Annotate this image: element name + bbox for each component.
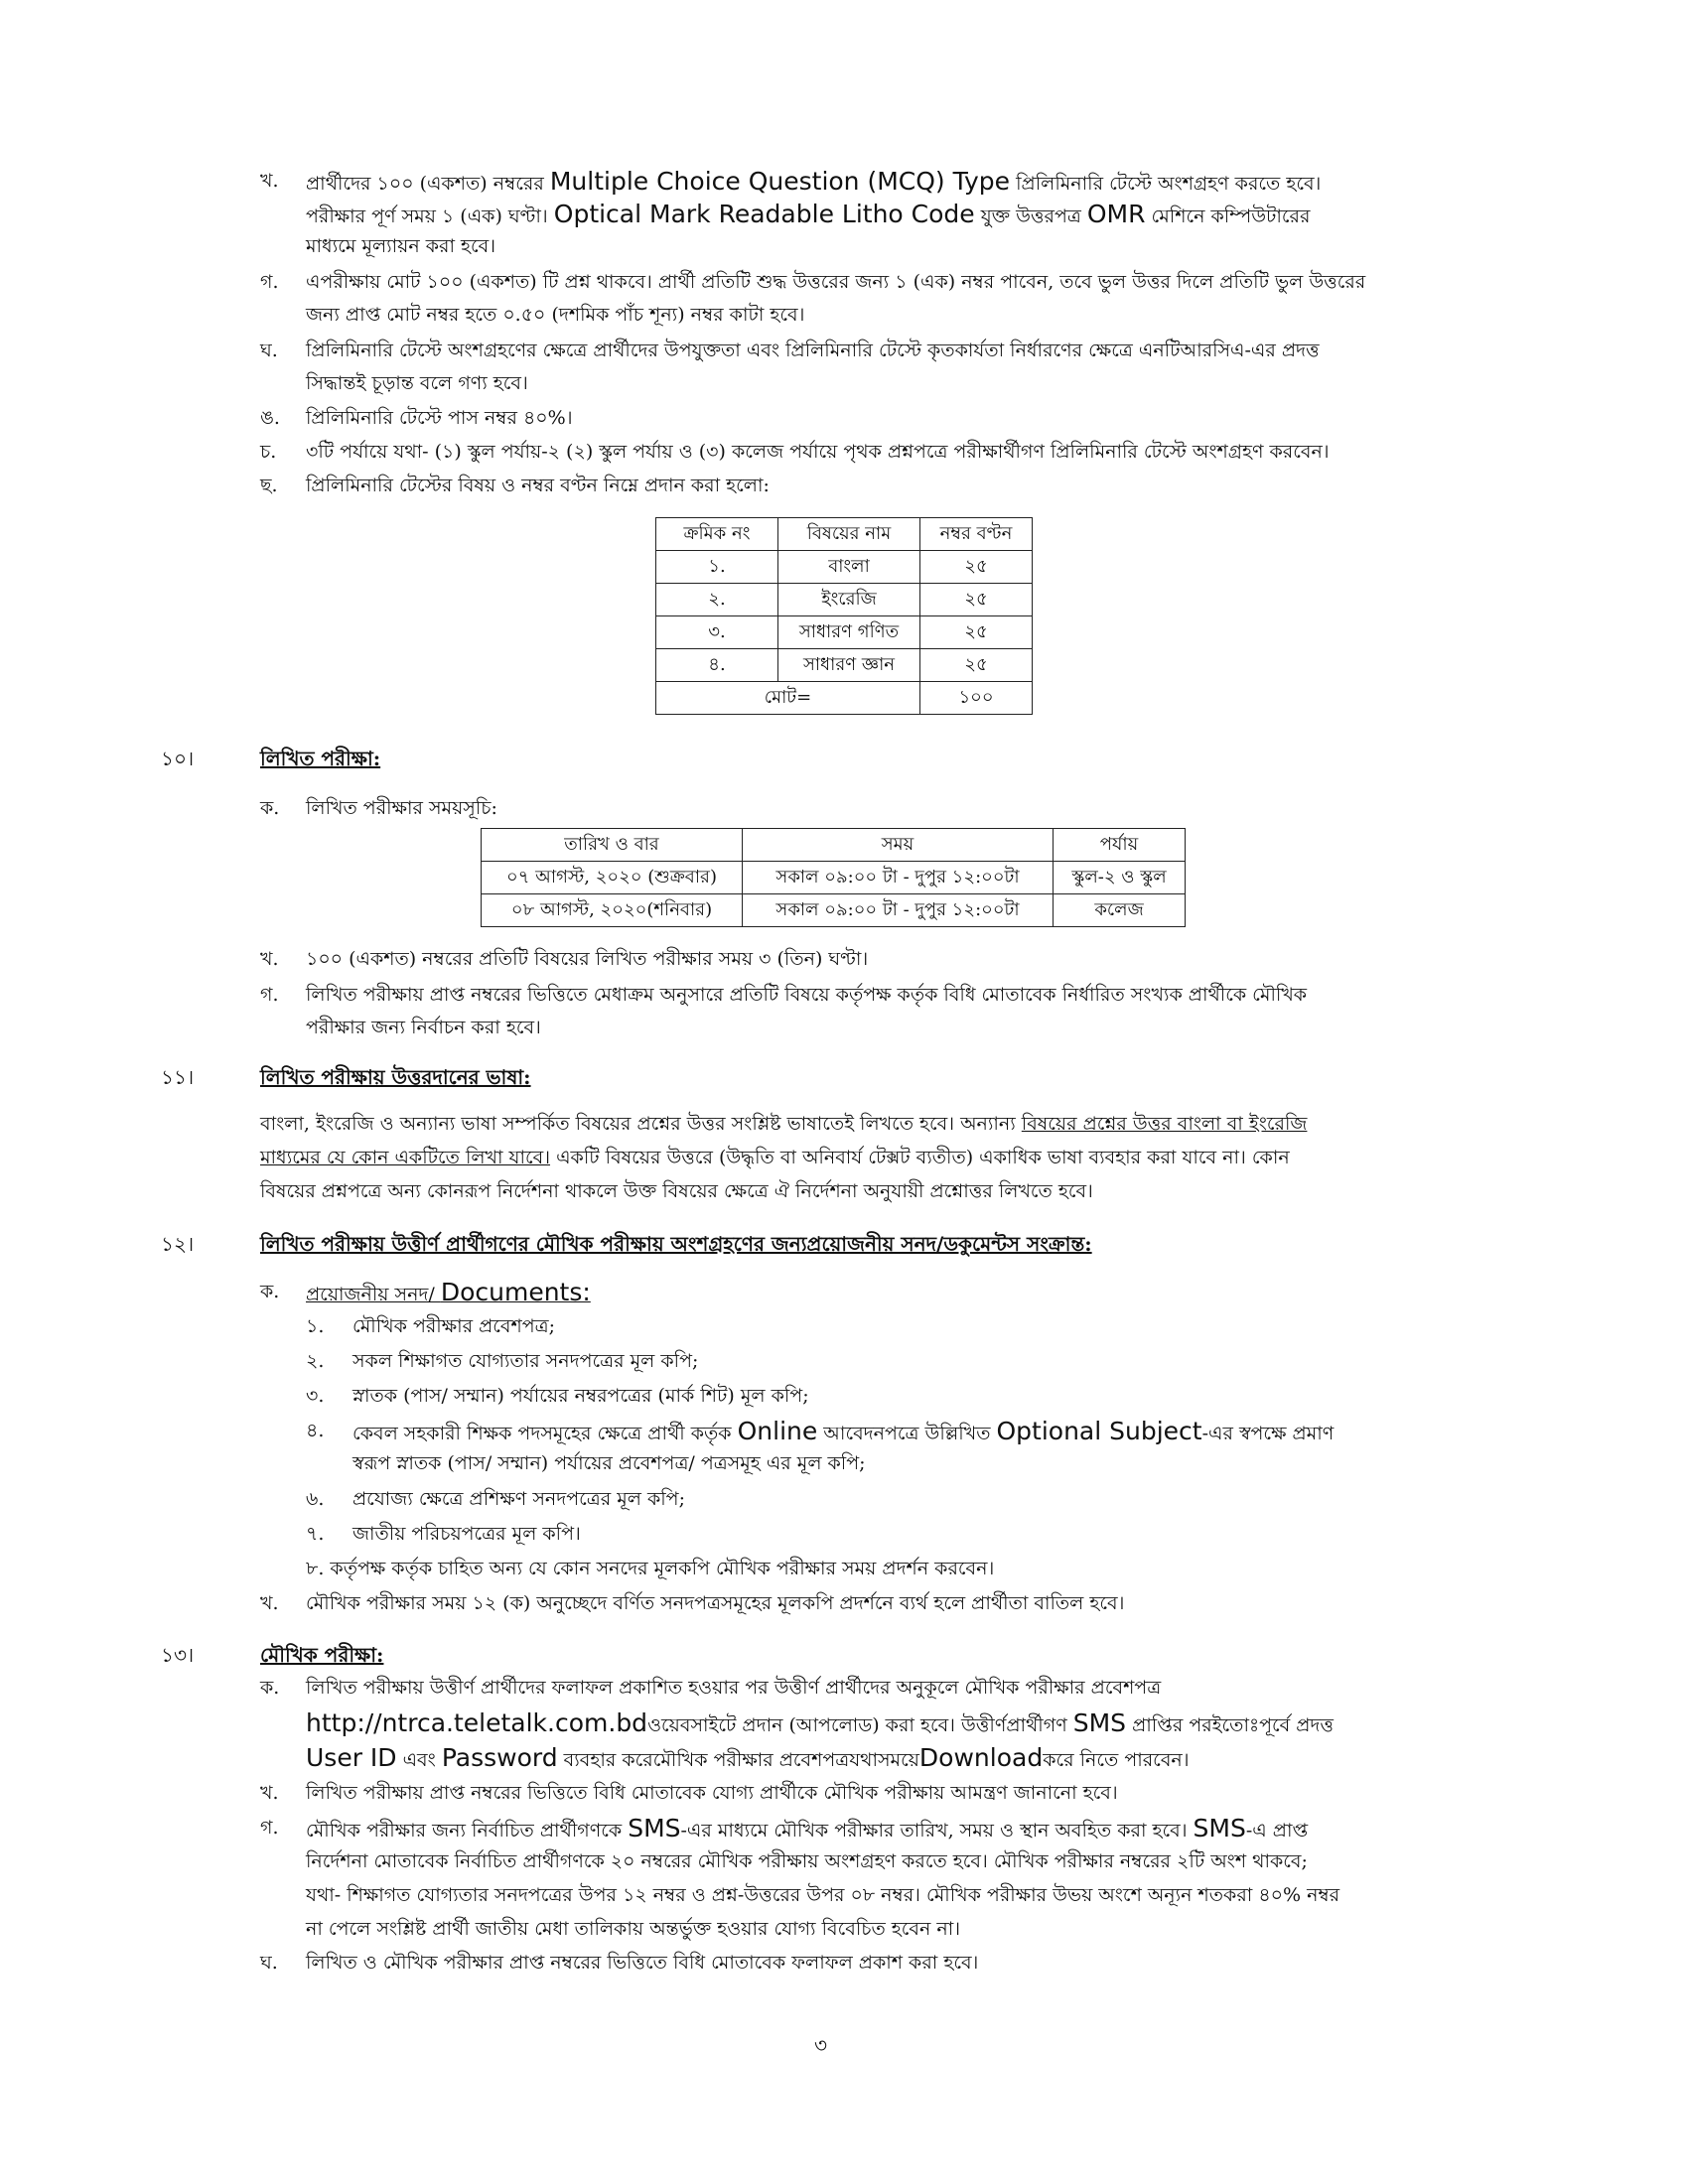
section-number: ১২। — [161, 1232, 195, 1256]
s10-ka-line: লিখিত পরীক্ষার সময়সূচি: — [306, 797, 497, 819]
item-label: ক. — [260, 1677, 280, 1699]
table-cell: ০৭ আগস্ট, ২০২০ (শুক্রবার) — [482, 862, 743, 894]
list-number: ৪. — [306, 1420, 325, 1441]
list-item: কেবল সহকারী শিক্ষক পদসমূহের ক্ষেত্রে প্রার্থী কর্তৃক Online আবেদনপত্রে উল্লিখিত Optional Subject-এর স্বপক্ষে প্রমাণ — [352, 1417, 1335, 1445]
s11-line1: বাংলা, ইংরেজি ও অন্যান্য ভাষা সম্পর্কিত বিষয়ের প্রশ্নের উত্তর সংশ্লিষ্ট ভাষাতেই লিখতে হবে। অন্যান্য বিষয়ের প্রশ্নের উত্তর বাংলা বা ইংরেজি — [260, 1113, 1308, 1135]
written-exam-schedule-table — [481, 828, 1186, 927]
prelim-kha-line2: পরীক্ষার পূর্ণ সময় ১ (এক) ঘণ্টা। Optical Mark Readable Litho Code যুক্ত উত্তরপত্র OMR মেশিনে কম্পিউটারের — [306, 200, 1311, 228]
list-item-continuation: স্বরূপ স্নাতক (পাস/ সম্মান) পর্যায়ের প্রবেশপত্র/ পত্রসমূহ এর মূল কপি; — [352, 1452, 866, 1474]
table-cell: ২৫ — [920, 584, 1033, 616]
subject-marks-table — [655, 517, 1033, 715]
item-label: গ. — [260, 984, 279, 1006]
table-header-row — [482, 829, 1186, 862]
s11-line2: মাধ্যমের যে কোন একটিতে লিখা যাবে। একটি বিষয়ের উত্তরে (উদ্ধৃতি বা অনিবার্য টেক্সট ব্যতীত) একাধিক ভাষা ব্যবহার করা যাবে না। কোন — [260, 1147, 1290, 1168]
s10-ga-line2: পরীক্ষার জন্য নির্বাচন করা হবে। — [306, 1017, 541, 1038]
s12-kha-line: মৌখিক পরীক্ষার সময় ১২ (ক) অনুচ্ছেদে বর্ণিত সনদপত্রসমূহের মূলকপি প্রদর্শনে ব্যর্থ হলে প্রার্থীতা বাতিল হবে। — [306, 1592, 1125, 1614]
prelim-cha-line1: ৩টি পর্যায়ে যথা- (১) স্কুল পর্যায়-২ (২) স্কুল পর্যায় ও (৩) কলেজ পর্যায়ে পৃথক প্রশ্নপত্রে পরীক্ষার্থীগণ প্রিলিমিনারি টেস্টে অংশগ্রহণ করবেন। — [306, 441, 1330, 463]
table-row — [482, 862, 1186, 894]
table-cell: সকাল ০৯:০০ টা - দুপুর ১২:০০টা — [743, 894, 1054, 927]
table-row — [482, 894, 1186, 927]
prelim-chha-line1: প্রিলিমিনারি টেস্টের বিষয় ও নম্বর বণ্টন নিম্নে প্রদান করা হলো: — [306, 475, 770, 496]
item-label: ঘ. — [260, 340, 278, 361]
s13-ga-line3: যথা- শিক্ষাগত যোগ্যতার সনদপত্রের উপর ১২ নম্বর ও প্রশ্ন-উত্তরের উপর ০৮ নম্বর। মৌখিক পরীক্ষার উভয় অংশে অন্যূন শতকরা ৪০% নম্বর — [306, 1884, 1340, 1906]
item-label: ঘ. — [260, 1952, 278, 1974]
table-header-cell: সময় — [743, 829, 1054, 862]
list-number: ২. — [306, 1350, 325, 1372]
item-label: ক. — [260, 1281, 280, 1302]
table-cell: ৪. — [656, 649, 778, 682]
section-number: ১০। — [161, 747, 195, 770]
item-label: গ. — [260, 271, 279, 293]
table-cell: ২৫ — [920, 649, 1033, 682]
section-title: মৌখিক পরীক্ষা: — [260, 1643, 384, 1667]
s11-line3: বিষয়ের প্রশ্নপত্রে অন্য কোনরূপ নির্দেশনা থাকলে উক্ত বিষয়ের ক্ষেত্রে ঐ নির্দেশনা অনুযায়ী প্রশ্নোত্তর লিখতে হবে। — [260, 1180, 1093, 1202]
s13-ka-line2: http://ntrca.teletalk.com.bdওয়েবসাইটে প্রদান (আপলোড) করা হবে। উত্তীর্ণপ্রার্থীগণ SMS প্রাপ্তির পরইতোঃপূর্বে প্রদত্ত — [306, 1708, 1334, 1737]
table-cell: সাধারণ জ্ঞান — [778, 649, 920, 682]
item-label: ক. — [260, 797, 280, 819]
section-number: ১৩। — [161, 1643, 195, 1667]
table-cell: কলেজ — [1054, 894, 1186, 927]
s13-ga-line4: না পেলে সংশ্লিষ্ট প্রার্থী জাতীয় মেধা তালিকায় অন্তর্ভুক্ত হওয়ার যোগ্য বিবেচিত হবেন না। — [306, 1918, 961, 1940]
item-label: ঙ. — [260, 407, 280, 429]
list-number: ৩. — [306, 1385, 325, 1407]
table-row — [656, 649, 1033, 682]
prelim-gha-line2: সিদ্ধান্তই চূড়ান্ত বলে গণ্য হবে। — [306, 372, 528, 394]
table-cell: ০৮ আগস্ট, ২০২০(শনিবার) — [482, 894, 743, 927]
s10-ga-line1: লিখিত পরীক্ষায় প্রাপ্ত নম্বরের ভিত্তিতে মেধাক্রম অনুসারে প্রতিটি বিষয়ে কর্তৃপক্ষ কর্তৃক বিধি মোতাবেক নির্ধারিত সংখ্যক প্রার্থীকে মৌখিক — [306, 984, 1308, 1006]
item-label: খ. — [260, 1592, 279, 1614]
table-header-cell: তারিখ ও বার — [482, 829, 743, 862]
list-item: ৮. কর্তৃপক্ষ কর্তৃক চাহিত অন্য যে কোন সনদের মূলকপি মৌখিক পরীক্ষার সময় প্রদর্শন করবেন। — [306, 1558, 995, 1579]
section-number: ১১। — [161, 1065, 195, 1089]
s13-ga-line1: মৌখিক পরীক্ষার জন্য নির্বাচিত প্রার্থীগণকে SMS-এর মাধ্যমে মৌখিক পরীক্ষার তারিখ, সময় ও স্থান অবহিত করা হবে। SMS-এ প্রাপ্ত — [306, 1814, 1309, 1843]
table-cell: ৩. — [656, 616, 778, 649]
item-label: খ. — [260, 170, 279, 192]
prelim-gha-line1: প্রিলিমিনারি টেস্টে অংশগ্রহণের ক্ষেত্রে প্রার্থীদের উপযুক্ততা এবং প্রিলিমিনারি টেস্টে কৃতকার্যতা নির্ধারণের ক্ষেত্রে এনটিআরসিএ-এর প্রদত্ত — [306, 340, 1320, 361]
prelim-ga-line1: এপরীক্ষায় মোট ১০০ (একশত) টি প্রশ্ন থাকবে। প্রার্থী প্রতিটি শুদ্ধ উত্তরের জন্য ১ (এক) নম্বর পাবেন, তবে ভুল উত্তর দিলে প্রতিটি ভুল উত্তরের — [306, 271, 1366, 293]
prelim-umo-line1: প্রিলিমিনারি টেস্টে পাস নম্বর ৪০%। — [306, 407, 573, 429]
s13-ka-line1: লিখিত পরীক্ষায় উত্তীর্ণ প্রার্থীদের ফলাফল প্রকাশিত হওয়ার পর উত্তীর্ণ প্রার্থীদের অনুকূলে মৌখিক পরীক্ষার প্রবেশপত্র — [306, 1677, 1162, 1699]
item-label: খ. — [260, 948, 279, 970]
table-total-row — [656, 682, 1033, 715]
section-title: লিখিত পরীক্ষায় উত্তরদানের ভাষা: — [260, 1065, 531, 1089]
list-item: স্নাতক (পাস/ সম্মান) পর্যায়ের নম্বরপত্রের (মার্ক শিট) মূল কপি; — [352, 1385, 809, 1407]
table-header-cell: পর্যায় — [1054, 829, 1186, 862]
table-cell: স্কুল-২ ও স্কুল — [1054, 862, 1186, 894]
table-header-cell: নম্বর বণ্টন — [920, 518, 1033, 551]
table-header-cell: ক্রমিক নং — [656, 518, 778, 551]
table-header-row — [656, 518, 1033, 551]
s10-kha-line: ১০০ (একশত) নম্বরের প্রতিটি বিষয়ের লিখিত পরীক্ষার সময় ৩ (তিন) ঘণ্টা। — [306, 948, 869, 970]
prelim-kha-line3: মাধ্যমে মূল্যায়ন করা হবে। — [306, 235, 496, 257]
table-cell: ২৫ — [920, 616, 1033, 649]
s12-ka-heading: প্রয়োজনীয় সনদ/ Documents: — [306, 1278, 591, 1306]
item-label: চ. — [260, 441, 277, 463]
table-cell: সকাল ০৯:০০ টা - দুপুর ১২:০০টা — [743, 862, 1054, 894]
table-cell: সাধারণ গণিত — [778, 616, 920, 649]
section-title: লিখিত পরীক্ষায় উত্তীর্ণ প্রার্থীগণের মৌখিক পরীক্ষায় অংশগ্রহণের জন্যপ্রয়োজনীয় সনদ/ডকুমেন্টস সংক্রান্ত: — [260, 1232, 1092, 1256]
page-number: ৩ — [814, 2033, 828, 2057]
s13-gha-line: লিখিত ও মৌখিক পরীক্ষার প্রাপ্ত নম্বরের ভিত্তিতে বিধি মোতাবেক ফলাফল প্রকাশ করা হবে। — [306, 1952, 979, 1974]
table-cell: বাংলা — [778, 551, 920, 584]
s13-kha-line: লিখিত পরীক্ষায় প্রাপ্ত নম্বরের ভিত্তিতে বিধি মোতাবেক যোগ্য প্রার্থীকে মৌখিক পরীক্ষায় আমন্ত্রণ জানানো হবে। — [306, 1782, 1118, 1804]
list-item: সকল শিক্ষাগত যোগ্যতার সনদপত্রের মূল কপি; — [352, 1350, 699, 1372]
table-cell: ইংরেজি — [778, 584, 920, 616]
list-item: প্রযোজ্য ক্ষেত্রে প্রশিক্ষণ সনদপত্রের মূল কপি; — [352, 1488, 685, 1510]
list-number: ৬. — [306, 1488, 325, 1510]
item-label: ছ. — [260, 475, 278, 496]
prelim-kha-line1: প্রার্থীদের ১০০ (একশত) নম্বরের Multiple Choice Question (MCQ) Type প্রিলিমিনারি টেস্টে অংশগ্রহণ করতে হবে। — [306, 167, 1322, 196]
list-number: ৭. — [306, 1523, 325, 1545]
item-label: গ. — [260, 1817, 279, 1839]
list-item: মৌখিক পরীক্ষার প্রবেশপত্র; — [352, 1315, 556, 1337]
table-cell: ২. — [656, 584, 778, 616]
table-cell: ১. — [656, 551, 778, 584]
table-cell: ২৫ — [920, 551, 1033, 584]
table-header-cell: বিষয়ের নাম — [778, 518, 920, 551]
table-total-label: মোট= — [656, 682, 920, 715]
item-label: খ. — [260, 1782, 279, 1804]
list-item: জাতীয় পরিচয়পত্রের মূল কপি। — [352, 1523, 581, 1545]
section-title: লিখিত পরীক্ষা: — [260, 747, 381, 770]
list-number: ১. — [306, 1315, 325, 1337]
table-total-value: ১০০ — [920, 682, 1033, 715]
table-row — [656, 584, 1033, 616]
table-row — [656, 551, 1033, 584]
s13-ga-line2: নির্দেশনা মোতাবেক নির্বাচিত প্রার্থীগণকে ২০ নম্বরের মৌখিক পরীক্ষায় অংশগ্রহণ করতে হবে। মৌখিক পরীক্ষার নম্বরের ২টি অংশ থাকবে; — [306, 1850, 1308, 1872]
s13-ka-line3: User ID এবং Password ব্যবহার করেমৌখিক পরীক্ষার প্রবেশপত্রযথাসময়েDownloadকরে নিতে পারবেন। — [306, 1743, 1190, 1772]
prelim-ga-line2: জন্য প্রাপ্ত মোট নম্বর হতে ০.৫০ (দশমিক পাঁচ শূন্য) নম্বর কাটা হবে। — [306, 304, 805, 326]
table-row — [656, 616, 1033, 649]
